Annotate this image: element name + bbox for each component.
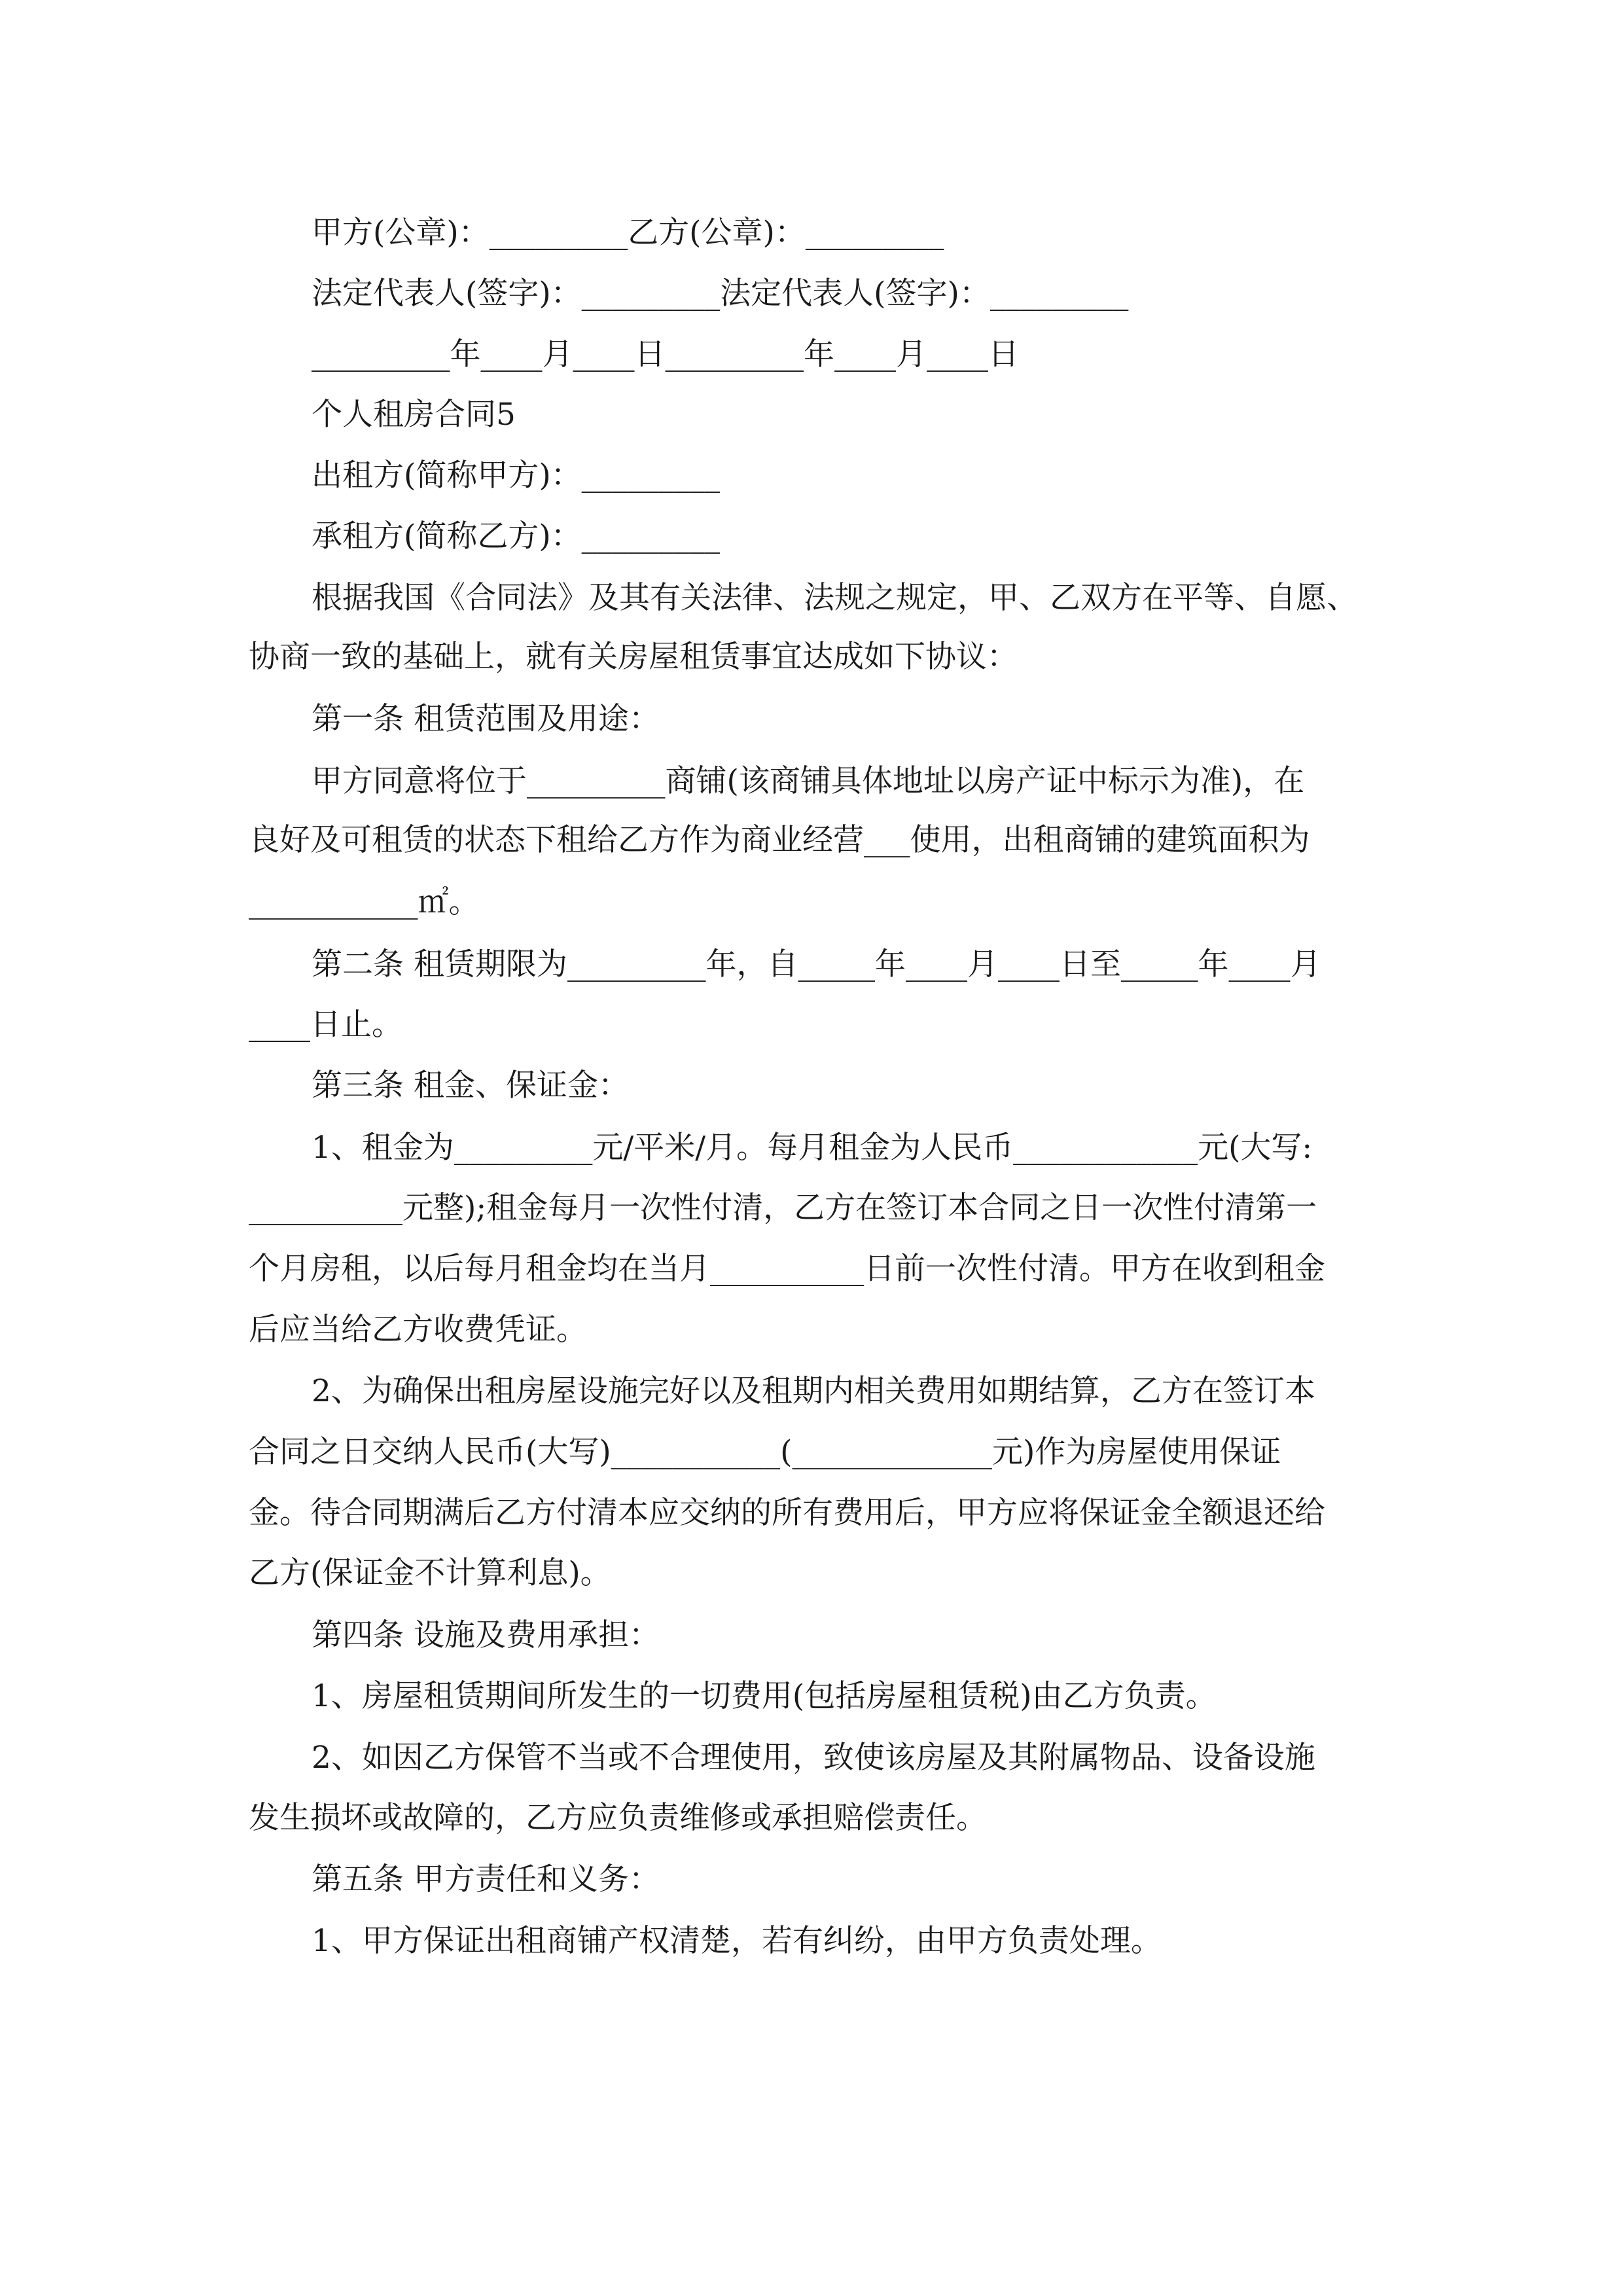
signature-line-date: _________年____月____日_________年____月____日 [312, 336, 1019, 372]
article-3-clause-2-line-2: 合同之日交纳人民币(大写)___________(_____________元)作为房屋使用保证 [249, 1434, 1281, 1470]
contract-title: 个人租房合同5 [312, 397, 516, 433]
lessor-line: 出租方(简称甲方)：_________ [312, 457, 721, 493]
preamble-line-2: 协商一致的基础上，就有关房屋租赁事宜达成如下协议： [249, 639, 1018, 675]
article-5-heading: 第五条 甲方责任和义务： [312, 1861, 660, 1897]
signature-line-seal: 甲方(公章)：_________乙方(公章)：_________ [312, 215, 944, 251]
article-5-clause-1: 1、甲方保证出租商铺产权清楚，若有纠纷，由甲方负责处理。 [312, 1923, 1162, 1959]
article-2-line-1: 第二条 租赁期限为_________年，自_____年____月____日至_____年____月 [312, 946, 1321, 982]
article-1-line-2: 良好及可租赁的状态下租给乙方作为商业经营___使用，出租商铺的建筑面积为 [249, 822, 1310, 858]
preamble-line-1: 根据我国《合同法》及其有关法律、法规之规定，甲、乙双方在平等、自愿、 [312, 580, 1357, 616]
article-3-clause-2-line-1: 2、为确保出租房屋设施完好以及租期内相关费用如期结算，乙方在签订本 [312, 1373, 1315, 1409]
article-2-line-2: ____日止。 [249, 1007, 402, 1043]
article-1-line-1: 甲方同意将位于_________商铺(该商铺具体地址以房产证中标示为准)，在 [312, 763, 1305, 799]
article-3-clause-1-line-2: __________元整);租金每月一次性付清，乙方在签订本合同之日一次性付清第一 [249, 1190, 1317, 1226]
article-3-clause-1-line-4: 后应当给乙方收费凭证。 [249, 1312, 587, 1348]
article-4-clause-2-line-2: 发生损坏或故障的，乙方应负责维修或承担赔偿责任。 [249, 1800, 987, 1836]
article-1-heading: 第一条 租赁范围及用途： [312, 701, 660, 737]
article-3-clause-2-line-4: 乙方(保证金不计算利息)。 [249, 1555, 611, 1591]
article-4-clause-2-line-1: 2、如因乙方保管不当或不合理使用，致使该房屋及其附属物品、设备设施 [312, 1740, 1315, 1776]
article-4-heading: 第四条 设施及费用承担： [312, 1617, 660, 1653]
article-3-heading: 第三条 租金、保证金： [312, 1067, 629, 1103]
article-3-clause-1-line-3: 个月房租，以后每月租金均在当月__________日前一次性付清。甲方在收到租金 [249, 1251, 1325, 1287]
article-4-clause-1: 1、房屋租赁期间所发生的一切费用(包括房屋租赁税)由乙方负责。 [312, 1678, 1217, 1714]
signature-line-representative: 法定代表人(签字)：_________法定代表人(签字)：_________ [312, 276, 1129, 312]
article-3-clause-1-line-1: 1、租金为_________元/平米/月。每月租金为人民币____________元(大写: [312, 1130, 1313, 1166]
article-1-line-3: ___________㎡。 [249, 884, 480, 920]
lessee-line: 承租方(简称乙方)：_________ [312, 518, 721, 554]
article-3-clause-2-line-3: 金。待合同期满后乙方付清本应交纳的所有费用后，甲方应将保证金全额退还给 [249, 1495, 1325, 1531]
